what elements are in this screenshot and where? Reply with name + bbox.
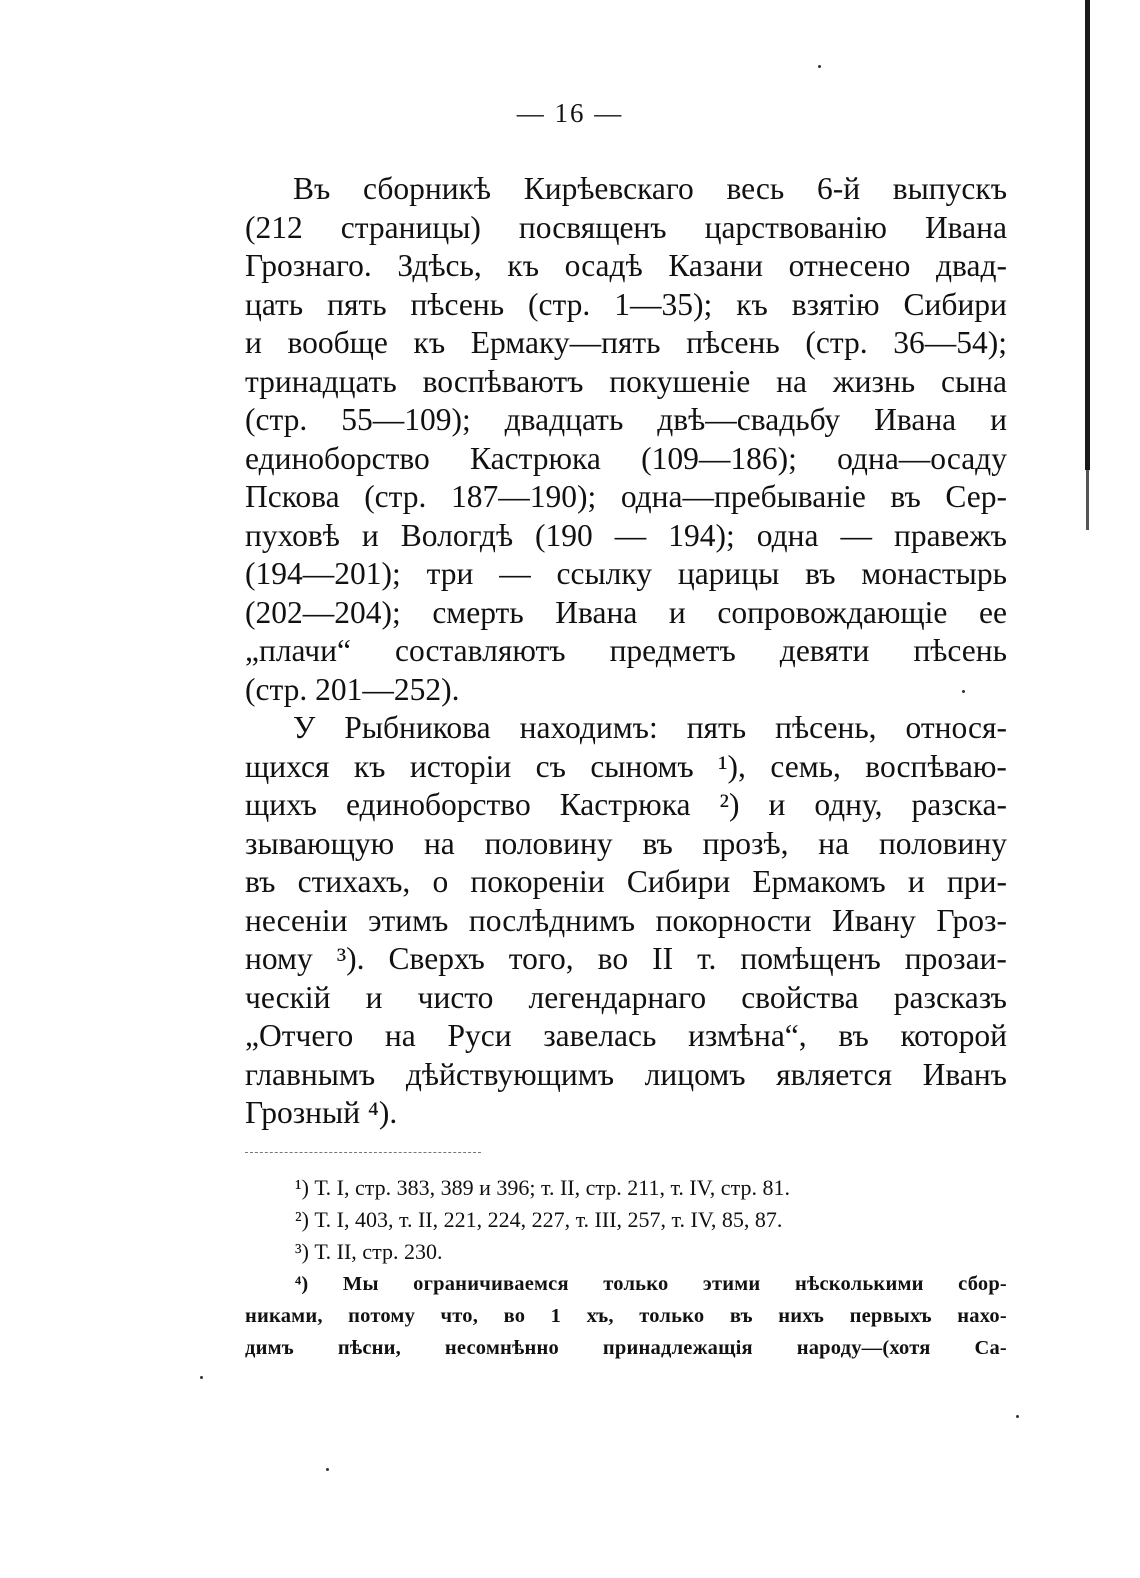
text-line <box>245 940 1007 979</box>
text-line <box>245 1017 1007 1056</box>
text-line <box>245 286 1007 325</box>
text-line <box>245 786 1007 825</box>
text-line <box>245 979 1007 1018</box>
line-text: щихся къ исторiи съ сыномъ ¹), семь, воспѣваю- <box>245 748 1007 784</box>
line-text: никами, потому что, во 1 хъ, только въ нихъ первыхъ нахо- <box>245 1305 1007 1327</box>
text-line <box>245 632 1007 671</box>
body-text <box>245 170 1007 1133</box>
text-line <box>245 401 1007 440</box>
text-line <box>245 594 1007 633</box>
line-text: димъ пѣсни, несомнѣнно принадлежащiя народу—(хотя Са- <box>245 1337 1007 1359</box>
line-text: и вообще къ Ермаку—пять пѣсень (стр. 36—54); <box>245 325 1007 360</box>
text-line <box>245 555 1007 594</box>
text-line: (стр. 201—252). <box>245 671 460 707</box>
text-line <box>245 1056 1007 1095</box>
text-line <box>245 709 1007 748</box>
scan-speck <box>962 690 965 693</box>
text-line: Грозный ⁴). <box>245 1095 398 1130</box>
scan-speck <box>326 1468 329 1471</box>
line-text: единоборство Кастрюка (109—186); одна—осаду <box>245 440 1007 476</box>
line-text: тринадцать воспѣваютъ покушенiе на жизнь сына <box>245 363 1007 399</box>
line-text: ному ³). Сверхъ того, во II т. помѣщенъ прозаи- <box>245 941 1007 976</box>
footnote: ¹) Т. I, стр. 383, 389 и 396; т. II, стр. 211, т. IV, стр. 81. <box>295 1175 790 1200</box>
text-line <box>245 170 1007 209</box>
line-text: „Отчего на Руси завелась измѣна“, въ которой <box>245 1018 1007 1053</box>
line-text: въ стихахъ, о покоренiи Сибири Ермакомъ и при- <box>245 864 1007 899</box>
footnote: ²) Т. I, 403, т. II, 221, 224, 227, т. III, 257, т. IV, 85, 87. <box>295 1207 783 1232</box>
line-text: пуховѣ и Вологдѣ (190 — 194); одна — правежъ <box>245 517 1007 553</box>
line-text: зывающую на половину въ прозѣ, на половину <box>245 825 1007 861</box>
scan-speck <box>818 65 821 68</box>
text-line <box>245 825 1007 864</box>
text-line <box>245 440 1007 479</box>
text-line <box>245 478 1007 517</box>
scan-speck <box>200 1376 203 1379</box>
line-text: Грознаго. Здѣсь, къ осадѣ Казани отнесено двад- <box>245 248 1007 283</box>
page-number: — 16 — <box>516 98 624 128</box>
text-line <box>245 863 1007 902</box>
line-text: „плачи“ составляютъ предметъ девяти пѣсень <box>245 633 1007 668</box>
line-text: (212 страницы) посвященъ царствованiю Ивана <box>245 209 1007 245</box>
footnote-separator <box>245 1152 481 1153</box>
text-line <box>245 748 1007 787</box>
footnote <box>245 1268 1007 1300</box>
line-text: (стр. 55—109); двадцать двѣ—свадьбу Ивана и <box>245 402 1007 437</box>
line-text: несенiи этимъ послѣднимъ покорности Ивану Гроз- <box>245 902 1007 938</box>
line-text: цать пять пѣсень (стр. 1—35); къ взятiю Сибири <box>245 286 1007 322</box>
line-text: Пскова (стр. 187—190); одна—пребыванiе въ Сер- <box>245 479 1007 514</box>
footnote-continuation <box>245 1332 1007 1364</box>
footnote: ³) Т. II, стр. 230. <box>295 1239 443 1264</box>
footnote-continuation <box>245 1300 1007 1332</box>
line-text: У Рыбникова находимъ: пять пѣсень, относя- <box>293 710 1007 745</box>
line-text: (202—204); смерть Ивана и сопровождающiе ее <box>245 594 1007 630</box>
text-line <box>245 324 1007 363</box>
footnotes <box>245 1172 1007 1364</box>
line-text: Въ сборникѣ Кирѣевскаго весь 6-й выпускъ <box>293 171 1007 206</box>
text-line <box>245 247 1007 286</box>
text-line <box>245 517 1007 556</box>
page-edge-shadow-lower <box>1086 470 1089 530</box>
text-line <box>245 209 1007 248</box>
line-text: ⁴) Мы ограничиваемся только этими нѣсколькими сбор- <box>295 1273 1007 1295</box>
line-text: щихъ единоборство Кастрюка ²) и одну, разска- <box>245 787 1007 822</box>
scan-speck <box>1016 1415 1019 1418</box>
page-edge-shadow <box>1085 0 1090 470</box>
text-line <box>245 363 1007 402</box>
line-text: главнымъ дѣйствующимъ лицомъ является Иванъ <box>245 1056 1007 1092</box>
line-text: ческiй и чисто легендарнаго свойства разсказъ <box>245 979 1007 1015</box>
line-text: (194—201); три — ссылку царицы въ монастырь <box>245 556 1007 591</box>
text-line <box>245 902 1007 941</box>
